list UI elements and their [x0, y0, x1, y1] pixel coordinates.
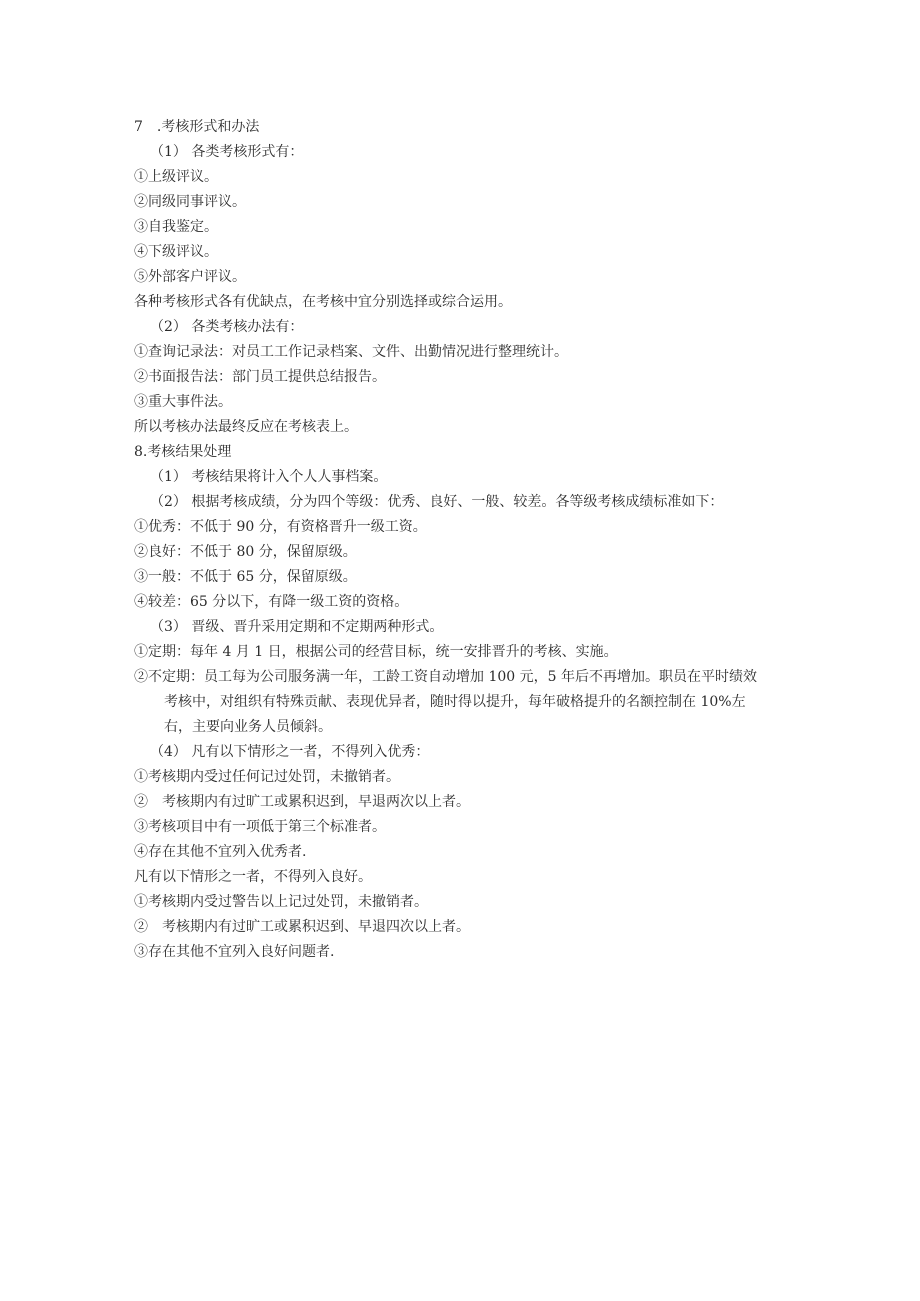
list-item: ③自我鉴定。 [134, 219, 218, 235]
list-item: ②同级同事评议。 [134, 194, 246, 210]
list-item: ③存在其他不宜列入良好问题者. [134, 944, 335, 960]
list-item: ③考核项目中有一项低于第三个标准者。 [134, 819, 386, 835]
list-item: ② 考核期内有过旷工或累积迟到，早退两次以上者。 [134, 794, 470, 810]
paragraph: 凡有以下情形之一者，不得列入良好。 [134, 869, 372, 885]
list-item: ①考核期内受过任何记过处罚，未撤销者。 [134, 769, 400, 785]
list-item-continuation: 右，主要向业务人员倾斜。 [164, 719, 332, 735]
section-heading-8: 8.考核结果处理 [134, 444, 232, 460]
subsection-heading: （1） 各类考核形式有： [150, 144, 304, 160]
list-item: ①查询记录法：对员工工作记录档案、文件、出勤情况进行整理统计。 [134, 344, 568, 360]
list-item: ②不定期：员工每为公司服务满一年，工龄工资自动增加 100 元，5 年后不再增加。职员在平时绩效 [134, 669, 757, 685]
list-item: ②良好：不低于 80 分，保留原级。 [134, 544, 357, 560]
list-item: ③一般：不低于 65 分，保留原级。 [134, 569, 357, 585]
list-item: ④下级评议。 [134, 244, 218, 260]
paragraph: 所以考核办法最终反应在考核表上。 [134, 419, 358, 435]
list-item: ④较差：65 分以下，有降一级工资的资格。 [134, 594, 409, 610]
subsection-heading: （4） 凡有以下情形之一者，不得列入优秀： [150, 744, 430, 760]
subsection-heading: （2） 各类考核办法有： [150, 319, 304, 335]
list-item: ⑤外部客户评议。 [134, 269, 246, 285]
list-item: ② 考核期内有过旷工或累积迟到、早退四次以上者。 [134, 919, 470, 935]
subsection-heading: （3） 晋级、晋升采用定期和不定期两种形式。 [150, 619, 444, 635]
paragraph: 各种考核形式各有优缺点，在考核中宜分别选择或综合运用。 [134, 294, 512, 310]
list-item: ①考核期内受过警告以上记过处罚，未撤销者。 [134, 894, 428, 910]
subsection-heading: （2） 根据考核成绩，分为四个等级：优秀、良好、一般、较差。各等级考核成绩标准如下： [150, 494, 724, 510]
subsection-heading: （1） 考核结果将计入个人人事档案。 [150, 469, 388, 485]
section-heading-7: 7 .考核形式和办法 [134, 119, 260, 135]
list-item: ①定期：每年 4 月 1 日，根据公司的经营目标，统一安排晋升的考核、实施。 [134, 644, 618, 660]
list-item-continuation: 考核中，对组织有特殊贡献、表现优异者，随时得以提升，每年破格提升的名额控制在 10%左 [164, 694, 746, 710]
list-item: ②书面报告法：部门员工提供总结报告。 [134, 369, 386, 385]
list-item: ③重大事件法。 [134, 394, 232, 410]
list-item: ①上级评议。 [134, 169, 218, 185]
list-item: ④存在其他不宜列入优秀者. [134, 844, 307, 860]
list-item: ①优秀：不低于 90 分，有资格晋升一级工资。 [134, 519, 427, 535]
